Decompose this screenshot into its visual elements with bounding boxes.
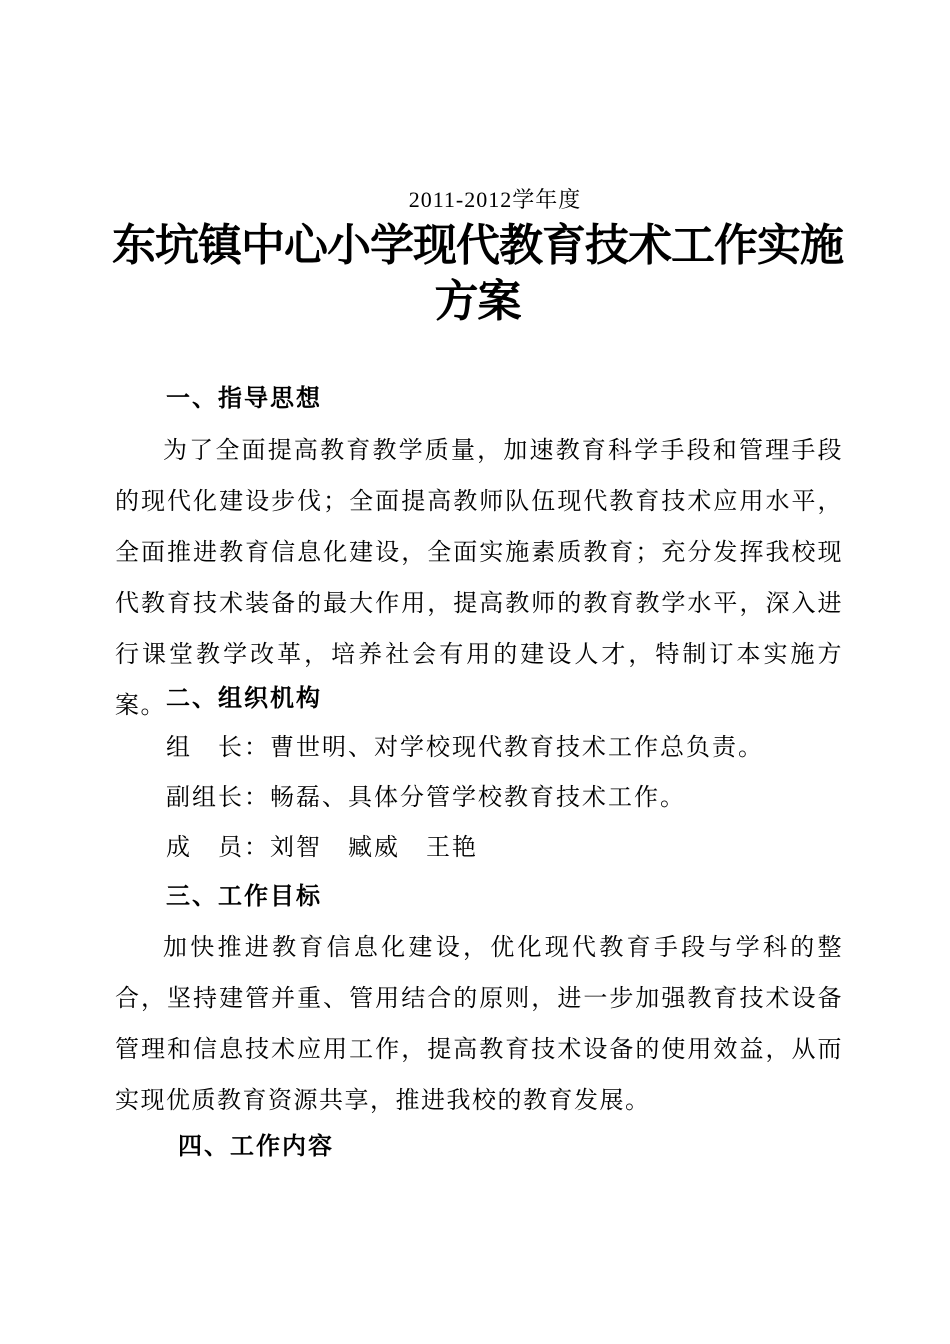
document-subtitle: 2011-2012学年度 — [408, 187, 582, 212]
org-members-line: 成 员：刘智 臧威 王艳 — [166, 833, 478, 861]
org-leader-line: 组 长：曹世明、对学校现代教育技术工作总负责。 — [166, 733, 764, 761]
org-deputy-line: 副组长：畅磊、具体分管学校教育技术工作。 — [166, 783, 686, 811]
section-heading-work-content: 四、工作内容 — [178, 1132, 334, 1160]
section-heading-work-goals: 三、工作目标 — [166, 882, 322, 910]
section-paragraph-guiding-ideology: 为了全面提高教育教学质量，加速教育科学手段和管理手段的现代化建设步伐；全面提高教师队伍现代教育技术应用水平，全面推进教育信息化建设，全面实施素质教育；充分发挥我校现代教育技术装备的最大作用，提高教师的教育教学水平，深入进行课堂教学改革，培养社会有用的建设人才，特制订本实施方案。 — [115, 436, 843, 719]
section-heading-guiding-ideology: 一、指导思想 — [166, 384, 322, 412]
section-heading-organization: 二、组织机构 — [166, 684, 322, 712]
section-paragraph-work-goals: 加快推进教育信息化建设，优化现代教育手段与学科的整合，坚持建管并重、管用结合的原则，进一步加强教育技术设备管理和信息技术应用工作，提高教育技术设备的使用效益，从而实现优质教育资源共享，推进我校的教育发展。 — [115, 933, 843, 1114]
document-title: 东坑镇中心小学现代教育技术工作实施方案 — [112, 220, 843, 327]
